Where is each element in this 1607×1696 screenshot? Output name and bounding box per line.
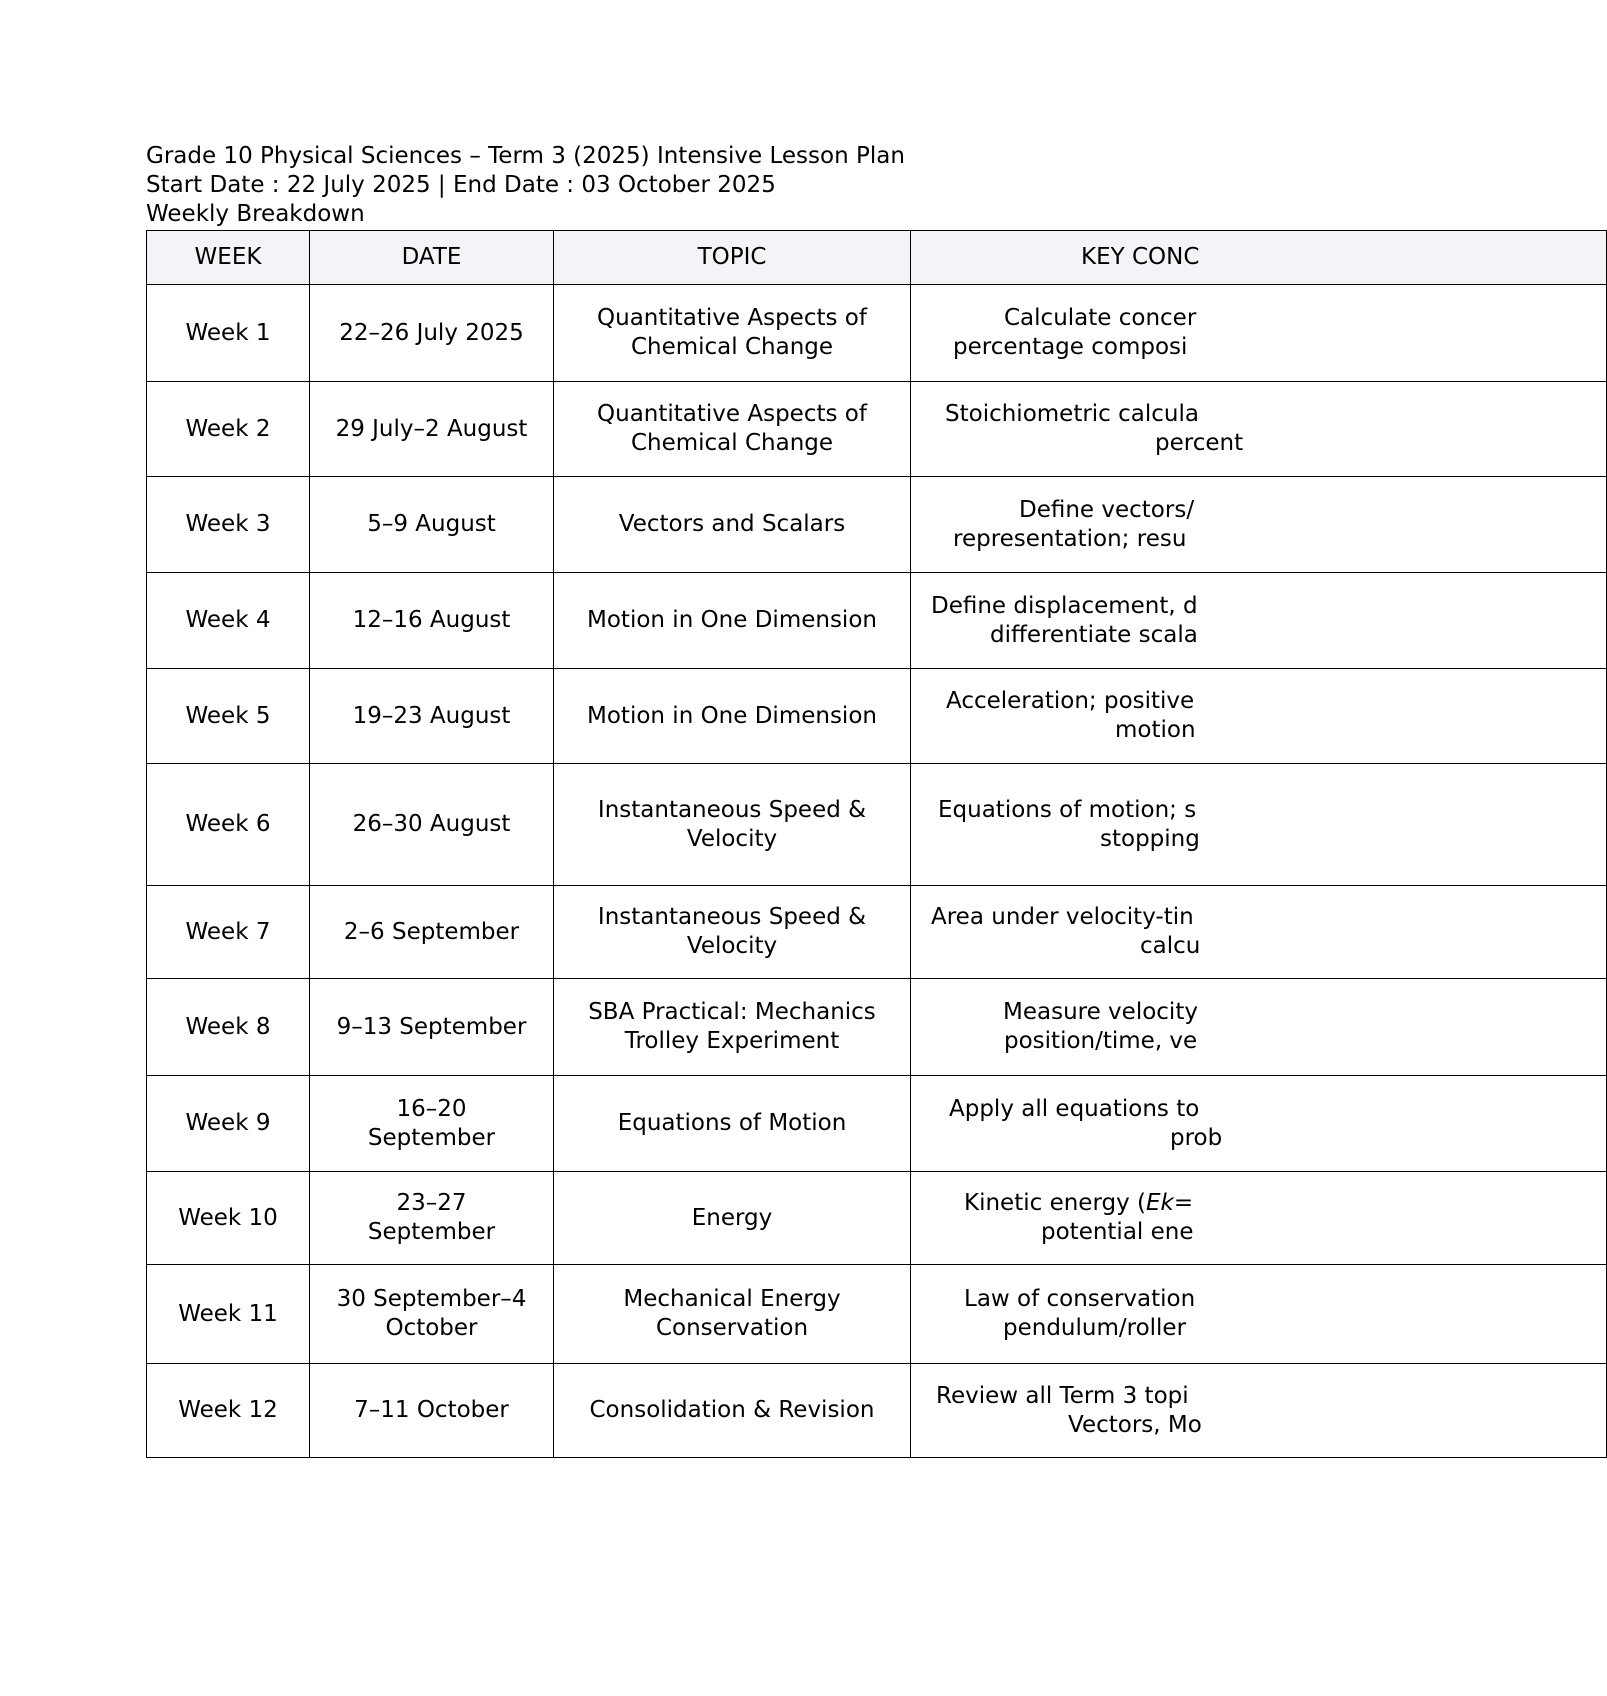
cell-topic: Motion in One Dimension bbox=[554, 669, 911, 764]
cell-key-concepts: Define vectors/ representation; resu bbox=[911, 477, 1607, 573]
table-header-row bbox=[147, 231, 1607, 285]
document-title: Grade 10 Physical Sciences – Term 3 (2025) Intensive Lesson Plan bbox=[146, 143, 905, 169]
cell-date: 12–16 August bbox=[310, 573, 554, 669]
header-date: DATE bbox=[310, 231, 554, 285]
cell-key-concepts: Review all Term 3 topi Vectors, Mo bbox=[911, 1364, 1607, 1458]
cell-week: Week 4 bbox=[147, 573, 310, 669]
lesson-plan-table-viewport bbox=[146, 230, 1244, 1470]
cell-date: 30 September–4 October bbox=[310, 1265, 554, 1364]
cell-key-concepts: Define displacement, d differentiate scala bbox=[911, 573, 1607, 669]
cell-date: 26–30 August bbox=[310, 764, 554, 886]
cell-key-concepts: Law of conservation pendulum/roller bbox=[911, 1265, 1607, 1364]
table-row bbox=[147, 382, 1607, 477]
cell-date: 22–26 July 2025 bbox=[310, 285, 554, 382]
cell-week: Week 3 bbox=[147, 477, 310, 573]
cell-topic: Quantitative Aspects of Chemical Change bbox=[554, 285, 911, 382]
table-row bbox=[147, 477, 1607, 573]
table-row bbox=[147, 285, 1607, 382]
cell-key-concepts: Area under velocity-tin calcu bbox=[911, 886, 1607, 979]
cell-week: Week 10 bbox=[147, 1172, 310, 1265]
cell-key-concepts: Apply all equations to prob bbox=[911, 1076, 1607, 1172]
cell-topic: Quantitative Aspects of Chemical Change bbox=[554, 382, 911, 477]
cell-week: Week 9 bbox=[147, 1076, 310, 1172]
cell-week: Week 1 bbox=[147, 285, 310, 382]
cell-date: 7–11 October bbox=[310, 1364, 554, 1458]
cell-week: Week 8 bbox=[147, 979, 310, 1076]
table-row bbox=[147, 1265, 1607, 1364]
table-row bbox=[147, 764, 1607, 886]
table-row bbox=[147, 1076, 1607, 1172]
cell-week: Week 5 bbox=[147, 669, 310, 764]
cell-key-concepts: Acceleration; positive motion bbox=[911, 669, 1607, 764]
cell-topic: Motion in One Dimension bbox=[554, 573, 911, 669]
cell-topic: Energy bbox=[554, 1172, 911, 1265]
document-header bbox=[146, 142, 905, 229]
cell-date: 9–13 September bbox=[310, 979, 554, 1076]
cell-date: 2–6 September bbox=[310, 886, 554, 979]
cell-key-concepts: Kinetic energy (Ek= potential ene bbox=[911, 1172, 1607, 1265]
cell-week: Week 7 bbox=[147, 886, 310, 979]
cell-date: 23–27 September bbox=[310, 1172, 554, 1265]
header-week: WEEK bbox=[147, 231, 310, 285]
cell-key-concepts: Measure velocity position/time, ve bbox=[911, 979, 1607, 1076]
cell-topic: Vectors and Scalars bbox=[554, 477, 911, 573]
cell-date: 16–20 September bbox=[310, 1076, 554, 1172]
cell-week: Week 6 bbox=[147, 764, 310, 886]
table-row bbox=[147, 1172, 1607, 1265]
cell-topic: SBA Practical: Mechanics Trolley Experiment bbox=[554, 979, 911, 1076]
cell-topic: Equations of Motion bbox=[554, 1076, 911, 1172]
table-row bbox=[147, 669, 1607, 764]
table-row bbox=[147, 979, 1607, 1076]
cell-date: 19–23 August bbox=[310, 669, 554, 764]
cell-date: 29 July–2 August bbox=[310, 382, 554, 477]
header-topic: TOPIC bbox=[554, 231, 911, 285]
cell-key-concepts: Stoichiometric calcula percent bbox=[911, 382, 1607, 477]
cell-topic: Instantaneous Speed & Velocity bbox=[554, 886, 911, 979]
table-row bbox=[147, 1364, 1607, 1458]
cell-week: Week 12 bbox=[147, 1364, 310, 1458]
cell-topic: Instantaneous Speed & Velocity bbox=[554, 764, 911, 886]
cell-date: 5–9 August bbox=[310, 477, 554, 573]
table-row bbox=[147, 886, 1607, 979]
cell-topic: Mechanical Energy Conservation bbox=[554, 1265, 911, 1364]
cell-topic: Consolidation & Revision bbox=[554, 1364, 911, 1458]
table-row bbox=[147, 573, 1607, 669]
header-key-concepts: KEY CONC bbox=[911, 231, 1607, 285]
lesson-plan-table bbox=[146, 230, 1607, 1458]
cell-key-concepts: Equations of motion; s stopping bbox=[911, 764, 1607, 886]
cell-key-concepts: Calculate concer percentage composi bbox=[911, 285, 1607, 382]
cell-week: Week 11 bbox=[147, 1265, 310, 1364]
cell-week: Week 2 bbox=[147, 382, 310, 477]
section-heading: Weekly Breakdown bbox=[146, 201, 365, 227]
document-dates: Start Date : 22 July 2025 | End Date : 03 October 2025 bbox=[146, 172, 776, 198]
